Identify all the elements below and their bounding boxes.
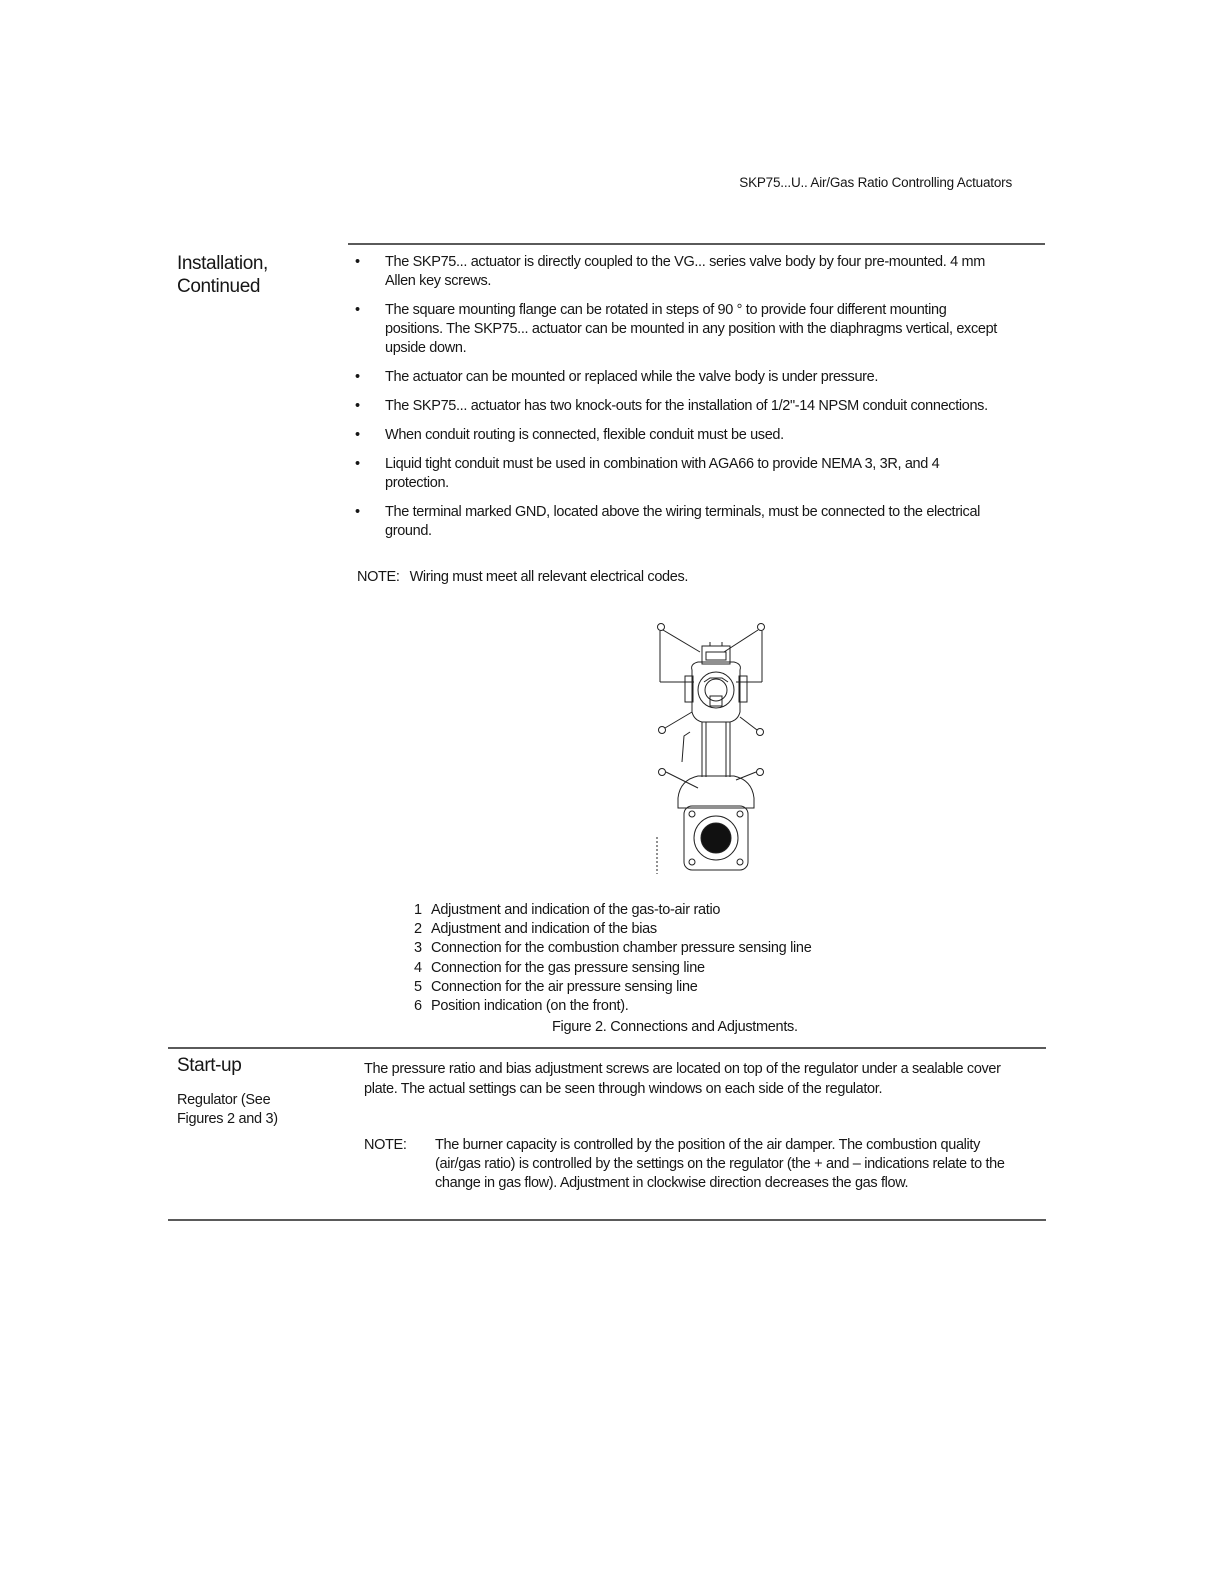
note-text: Wiring must meet all relevant electrical codes. <box>409 569 689 585</box>
bullet-text: When conduit routing is connected, flexible conduit must be used. <box>385 427 784 443</box>
list-item <box>414 920 811 939</box>
legend-number: 1 <box>414 902 422 918</box>
section-divider-bottom <box>168 1219 1046 1221</box>
startup-paragraph: The pressure ratio and bias adjustment screws are located on top of the regulator under a sealable cover plate. The actual settings can be seen through windows on each side of the regulator. <box>364 1061 1001 1097</box>
bullet-icon: • <box>355 456 360 472</box>
callout-2-icon <box>758 624 765 631</box>
legend-text: Adjustment and indication of the gas-to-air ratio <box>431 902 721 918</box>
startup-subheading-line1: Regulator (See <box>177 1092 271 1108</box>
callout-4-icon <box>659 769 666 776</box>
legend-text: Adjustment and indication of the bias <box>431 921 657 938</box>
list-item <box>414 978 811 997</box>
callout-5-icon <box>757 769 764 776</box>
legend-number: 3 <box>414 940 422 957</box>
startup-subheading <box>177 1091 278 1129</box>
bullet-text: The terminal marked GND, located above the wiring terminals, must be connected to the electrical ground. <box>385 504 981 539</box>
bullet-icon: • <box>355 504 360 520</box>
installation-heading-line2: Continued <box>177 276 261 297</box>
note-text: The burner capacity is controlled by the position of the air damper. The combustion quality (air/gas ratio) is controlled by the settings on the regulator (the + and – indications relate to the change in gas flow). Adjustment in clockwise direction decreases the gas flow. <box>435 1137 1005 1192</box>
bullet-icon: • <box>355 427 360 443</box>
installation-heading-line1: Installation, <box>177 253 268 274</box>
legend-number: 6 <box>414 998 422 1015</box>
bullet-text: The actuator can be mounted or replaced while the valve body is under pressure. <box>385 369 879 385</box>
legend-number: 5 <box>414 978 422 995</box>
list-item <box>414 901 811 920</box>
legend-number: 2 <box>414 921 422 938</box>
bullet-text: Liquid tight conduit must be used in combination with AGA66 to provide NEMA 3, 3R, and 4 protection. <box>385 456 940 491</box>
list-item <box>355 455 1005 493</box>
list-item <box>355 397 1005 416</box>
section-divider-top <box>348 243 1045 245</box>
list-item <box>355 301 1005 358</box>
startup-subheading-line2: Figures 2 and 3) <box>177 1111 278 1127</box>
list-item <box>355 426 1005 445</box>
legend-text: Connection for the gas pressure sensing line <box>431 959 705 976</box>
list-item <box>414 939 811 958</box>
startup-note <box>364 1136 1014 1194</box>
section-divider-middle <box>168 1047 1046 1049</box>
installation-heading <box>177 252 268 298</box>
list-item <box>355 253 1005 291</box>
list-item <box>414 959 811 978</box>
callout-6-icon <box>659 727 666 734</box>
bullet-icon: • <box>355 369 360 385</box>
bullet-icon: • <box>355 254 360 270</box>
figure-caption: Figure 2. Connections and Adjustments. <box>552 1019 798 1035</box>
legend-number: 4 <box>414 959 422 976</box>
callout-3-icon <box>757 729 764 736</box>
bullet-text: The SKP75... actuator is directly coupled to the VG... series valve body by four pre-mounted. 4 mm Allen key screws. <box>385 254 985 289</box>
legend-text: Position indication (on the front). <box>431 998 629 1015</box>
bullet-icon: • <box>355 398 360 414</box>
callout-1-icon <box>658 624 665 631</box>
page-header-title: SKP75...U.. Air/Gas Ratio Controlling Actuators <box>739 175 1012 190</box>
list-item <box>355 368 1005 387</box>
bullet-text: The square mounting flange can be rotated in steps of 90 ° to provide four different mounting positions. The SKP75... actuator can be mounted in any position with the diaphragms vertical, except upside down. <box>385 302 997 356</box>
figure-legend-list <box>414 901 811 1016</box>
actuator-valve-diagram <box>640 612 780 882</box>
legend-text: Connection for the combustion chamber pressure sensing line <box>431 940 812 957</box>
list-item <box>355 503 1005 541</box>
bullet-text: The SKP75... actuator has two knock-outs for the installation of 1/2"-14 NPSM conduit connections. <box>385 398 988 414</box>
legend-text: Connection for the air pressure sensing line <box>431 978 698 995</box>
note-label: NOTE: <box>364 1137 407 1153</box>
list-item <box>414 997 811 1016</box>
note-label: NOTE: <box>357 569 400 585</box>
bullet-icon: • <box>355 302 360 318</box>
installation-bullet-list <box>355 253 1005 551</box>
startup-heading: Start-up <box>177 1055 242 1076</box>
wiring-note <box>357 569 688 585</box>
